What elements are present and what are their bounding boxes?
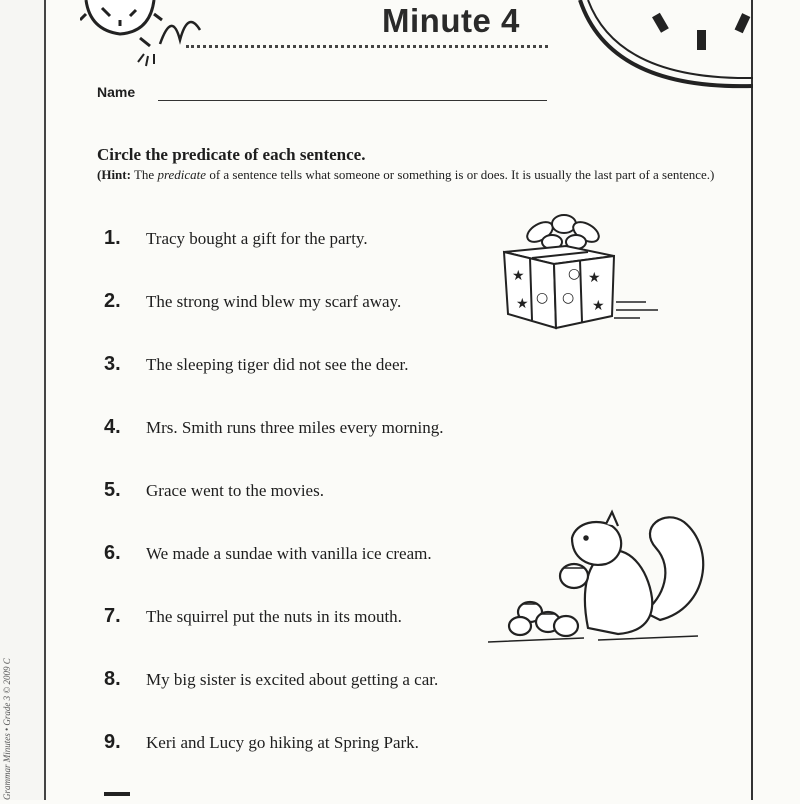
page-title: Minute 4: [382, 2, 520, 39]
sentence-number: 7.: [104, 605, 121, 627]
svg-text:○: ○: [562, 290, 575, 306]
clock-face-icon: [570, 0, 753, 90]
sentence-number: 2.: [104, 290, 121, 312]
sentence-text[interactable]: My big sister is excited about getting a car.: [146, 670, 439, 689]
name-label: Name: [97, 84, 136, 100]
sentence-number: 5.: [104, 479, 121, 501]
sentence-item: [104, 605, 402, 635]
sentence-number: 9.: [104, 731, 121, 753]
svg-text:★: ★: [512, 268, 525, 284]
sentence-number: 1.: [104, 227, 121, 249]
sentence-text[interactable]: We made a sundae with vanilla ice cream.: [146, 544, 432, 563]
left-margin-strip: [0, 0, 46, 800]
svg-text:○: ○: [568, 266, 581, 282]
sentence-item: [104, 731, 419, 761]
squirrel-illustration: [488, 508, 718, 650]
right-margin: [753, 0, 800, 800]
alarm-clock-icon: [80, 0, 210, 70]
svg-text:★: ★: [516, 296, 529, 312]
sentence-item: [104, 353, 408, 383]
name-line[interactable]: [158, 100, 547, 101]
sentence-text[interactable]: Grace went to the movies.: [146, 481, 324, 500]
instructions-heading: Circle the predicate of each sentence.: [97, 145, 366, 164]
sentence-number: 4.: [104, 416, 121, 438]
hint-after: of a sentence tells what someone or something is or does. It is usually the last part of a sentence.): [206, 167, 715, 182]
sentence-text[interactable]: Mrs. Smith runs three miles every morning.: [146, 418, 444, 437]
svg-text:★: ★: [588, 270, 601, 286]
sentence-text[interactable]: The squirrel put the nuts in its mouth.: [146, 607, 402, 626]
gift-box-illustration: [496, 210, 666, 335]
sentence-item: [104, 290, 401, 320]
sentence-number: 6.: [104, 542, 121, 564]
sentence-text[interactable]: The sleeping tiger did not see the deer.: [146, 355, 409, 374]
hint-prefix: (Hint:: [97, 167, 131, 182]
svg-text:★: ★: [592, 298, 605, 314]
svg-text:○: ○: [536, 290, 549, 306]
hint-term: predicate: [157, 167, 207, 182]
cut-off-number: [104, 792, 130, 804]
title-dotted-rule: [186, 45, 548, 48]
sentence-number: 3.: [104, 353, 121, 375]
spine-text: Grammar Minutes • Grade 3 © 2009 C: [2, 658, 12, 800]
sentence-number: 8.: [104, 668, 121, 690]
sentence-item: [104, 668, 438, 698]
sentence-item: [104, 227, 368, 257]
sentence-item: [104, 416, 443, 446]
hint-before: The: [130, 167, 158, 182]
sentence-text[interactable]: Tracy bought a gift for the party.: [146, 229, 368, 248]
sentence-text[interactable]: The strong wind blew my scarf away.: [146, 292, 402, 311]
sentence-item: [104, 479, 324, 509]
hint-text: [97, 167, 722, 183]
sentence-item: [104, 542, 432, 572]
sentence-text[interactable]: Keri and Lucy go hiking at Spring Park.: [146, 733, 419, 752]
